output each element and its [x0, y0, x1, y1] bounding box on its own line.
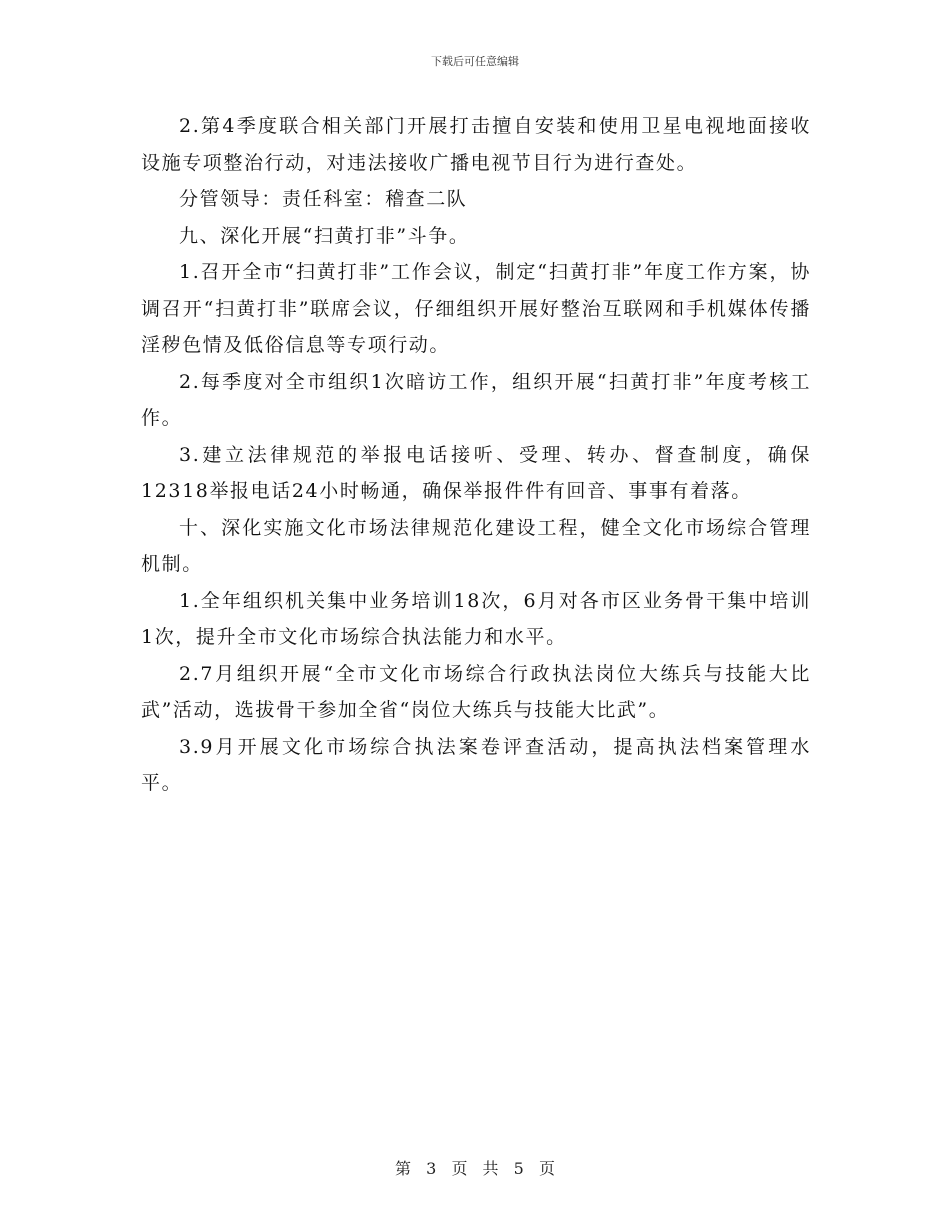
paragraph: 2.第4季度联合相关部门开展打击擅自安装和使用卫星电视地面接收设施专项整治行动，对违法接收广播电视节目行为进行查处。: [141, 115, 811, 174]
paragraph: 1.全年组织机关集中业务培训18次，6月对各市区业务骨干集中培训1次，提升全市文化市场综合执法能力和水平。: [141, 589, 811, 648]
paragraph: 2.7月组织开展“全市文化市场综合行政执法岗位大练兵与技能大比武”活动，选拔骨干参加全省“岗位大练兵与技能大比武”。: [141, 662, 811, 721]
paragraph: 3.建立法律规范的举报电话接听、受理、转办、督查制度，确保12318举报电话24小时畅通，确保举报件件有回音、事事有着落。: [141, 443, 811, 502]
page-header-note: 下载后可任意编辑: [431, 55, 519, 68]
document-body: [141, 108, 811, 802]
paragraph: 1.召开全市“扫黄打非”工作会议，制定“扫黄打非”年度工作方案，协调召开“扫黄打非”联席会议，仔细组织开展好整治互联网和手机媒体传播淫秽色情及低俗信息等专项行动。: [141, 261, 811, 356]
section-heading: 十、深化实施文化市场法律规范化建设工程，健全文化市场综合管理机制。: [141, 516, 811, 575]
page-label-ye-2: 页: [538, 1159, 555, 1178]
paragraph: 3.9月开展文化市场综合执法案卷评查活动，提高执法档案管理水平。: [141, 735, 811, 794]
current-page-number: 3: [426, 1159, 437, 1178]
paragraph: 2.每季度对全市组织1次暗访工作，组织开展“扫黄打非”年度考核工作。: [141, 370, 811, 429]
page-label-di: 第: [395, 1159, 412, 1178]
paragraph: 分管领导：责任科室：稽查二队: [179, 188, 468, 210]
page-label-gong: 共: [482, 1159, 499, 1178]
page-number: [0, 1156, 950, 1179]
total-pages-number: 5: [513, 1159, 524, 1178]
section-heading: 九、深化开展“扫黄打非”斗争。: [179, 224, 470, 247]
page-label-ye: 页: [451, 1159, 468, 1178]
